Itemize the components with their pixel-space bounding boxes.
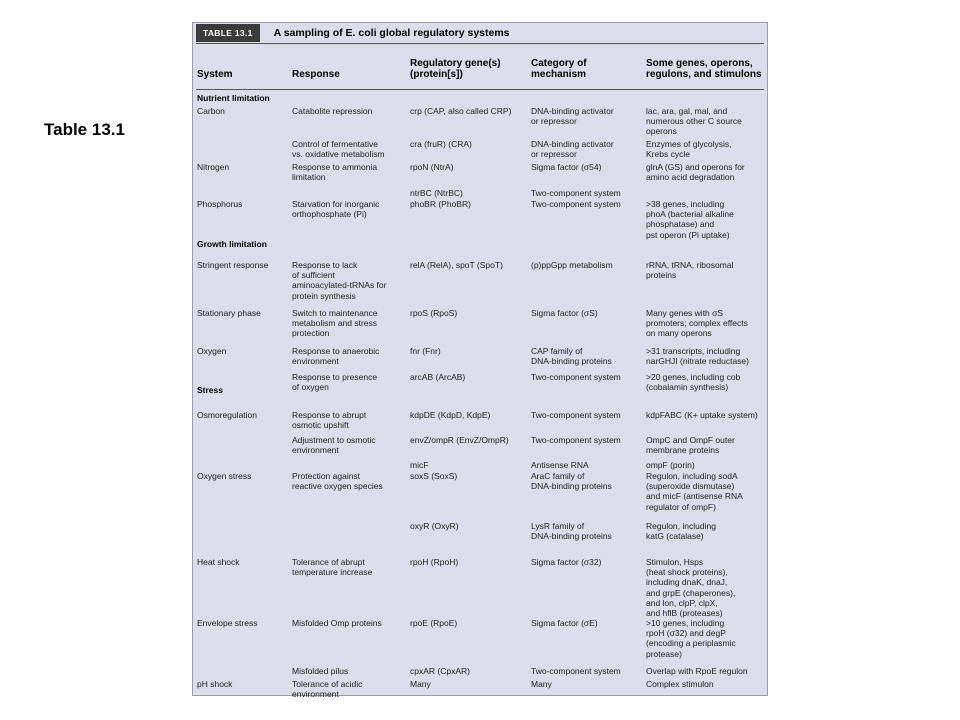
table-cell-gene: micF	[410, 460, 429, 470]
header-response: Response	[292, 69, 340, 80]
table-cell-targets: >10 genes, including rpoH (σ32) and degP (encoding a periplasmic protease)	[646, 618, 736, 659]
table-cell-response: Starvation for inorganic orthophosphate (Pi)	[292, 199, 380, 220]
table-cell-targets: rRNA, tRNA, ribosomal proteins	[646, 260, 734, 281]
table-cell-response: Switch to maintenance metabolism and stress protection	[292, 308, 378, 339]
table-cell-system: pH shock	[197, 679, 233, 689]
table-cell-system: Heat shock	[197, 557, 240, 567]
table-header-row	[193, 44, 767, 89]
table-cell-targets: Overlap with RpoE regulon	[646, 666, 748, 676]
table-cell-targets: glnA (GS) and operons for amino acid degradation	[646, 162, 745, 183]
table-cell-mechanism: Many	[531, 679, 552, 689]
table-cell-mechanism: Two-component system	[531, 666, 621, 676]
table-cell-response: Misfolded pilus	[292, 666, 349, 676]
table-cell-mechanism: LysR family of DNA-binding proteins	[531, 521, 612, 542]
table-panel	[192, 22, 768, 700]
table-cell-targets: lac, ara, gal, mal, and numerous other C source operons	[646, 106, 742, 137]
table-cell-response: Control of fermentative vs. oxidative metabolism	[292, 139, 385, 160]
table-cell-system: Oxygen	[197, 346, 227, 356]
table-cell-targets: Many genes with σS promoters; complex effects on many operons	[646, 308, 748, 339]
table-cell-targets: OmpC and OmpF outer membrane proteins	[646, 435, 735, 456]
table-cell-response: Tolerance of acidic environment	[292, 679, 363, 700]
table-cell-response: Response to abrupt osmotic upshift	[292, 410, 367, 431]
table-cell-response: Response to presence of oxygen	[292, 372, 378, 393]
slide-label: Table 13.1	[44, 120, 125, 139]
table-cell-gene: Many	[410, 679, 431, 689]
table-cell-mechanism: Sigma factor (σ54)	[531, 162, 602, 172]
table-cell-response: Catabolite repression	[292, 106, 373, 116]
table-cell-mechanism: AraC family of DNA-binding proteins	[531, 471, 612, 492]
table-cell-mechanism: Two-component system	[531, 372, 621, 382]
table-cell-gene: crp (CAP, also called CRP)	[410, 106, 512, 116]
divider	[196, 89, 764, 90]
section-label: Growth limitation	[197, 239, 267, 249]
table-cell-gene: rpoN (NtrA)	[410, 162, 454, 172]
header-targets: Some genes, operons, regulons, and stimulons	[646, 58, 762, 80]
table-cell-mechanism: Antisense RNA	[531, 460, 589, 470]
table-cell-gene: rpoH (RpoH)	[410, 557, 459, 567]
section-label: Stress	[197, 385, 223, 395]
table-cell-gene: ntrBC (NtrBC)	[410, 188, 463, 198]
table-cell-gene: cra (fruR) (CRA)	[410, 139, 472, 149]
table-cell-mechanism: (p)ppGpp metabolism	[531, 260, 613, 270]
table-cell-system: Stationary phase	[197, 308, 261, 318]
table-cell-gene: cpxAR (CpxAR)	[410, 666, 470, 676]
table-cell-mechanism: Sigma factor (σ32)	[531, 557, 602, 567]
table-cell-gene: rpoS (RpoS)	[410, 308, 458, 318]
table-cell-gene: oxyR (OxyR)	[410, 521, 459, 531]
table-cell-targets: ompF (porin)	[646, 460, 695, 470]
table-cell-mechanism: Sigma factor (σE)	[531, 618, 598, 628]
header-gene: Regulatory gene(s) (protein[s])	[410, 58, 501, 80]
table-cell-gene: envZ/ompR (EnvZ/OmpR)	[410, 435, 509, 445]
header-system: System	[197, 69, 233, 80]
table-cell-mechanism: Sigma factor (σS)	[531, 308, 598, 318]
table-cell-response: Response to anaerobic environment	[292, 346, 380, 367]
table-cell-response: Response to ammonia limitation	[292, 162, 378, 183]
table-cell-targets: >31 transcripts, including narGHJI (nitrate reductase)	[646, 346, 749, 367]
table-cell-system: Stringent response	[197, 260, 269, 270]
table-cell-mechanism: CAP family of DNA-binding proteins	[531, 346, 612, 367]
table-cell-gene: fnr (Fnr)	[410, 346, 441, 356]
table-cell-gene: arcAB (ArcAB)	[410, 372, 466, 382]
table-cell-gene: rpoE (RpoE)	[410, 618, 458, 628]
table-cell-targets: Stimulon, Hsps (heat shock proteins), including dnaK, dnaJ, and grpE (chaperones), and lon, clpP, clpX, and hflB (proteases)	[646, 557, 736, 619]
table-cell-system: Nitrogen	[197, 162, 230, 172]
table-cell-gene: phoBR (PhoBR)	[410, 199, 471, 209]
table-cell-gene: relA (RelA), spoT (SpoT)	[410, 260, 503, 270]
table-cell-targets: Complex stimulon	[646, 679, 714, 689]
table-cell-response: Adjustment to osmotic environment	[292, 435, 376, 456]
table-cell-targets: >20 genes, including cob (cobalamin synthesis)	[646, 372, 741, 393]
table-title-bar	[193, 23, 767, 43]
table-cell-response: Misfolded Omp proteins	[292, 618, 382, 628]
table-cell-response: Tolerance of abrupt temperature increase	[292, 557, 373, 578]
table-number-tag: TABLE 13.1	[196, 24, 260, 42]
table-cell-gene: soxS (SoxS)	[410, 471, 458, 481]
table-cell-system: Phosphorus	[197, 199, 243, 209]
table-cell-mechanism: DNA-binding activator or repressor	[531, 106, 614, 127]
table-cell-targets: Regulon, including sodA (superoxide dismutase) and micF (antisense RNA regulator of ompF)	[646, 471, 743, 512]
table-cell-mechanism: Two-component system	[531, 199, 621, 209]
table-cell-response: Response to lack of sufficient aminoacylated-tRNAs for protein synthesis	[292, 260, 387, 301]
table-title: A sampling of E. coli global regulatory systems	[273, 27, 510, 39]
table-cell-targets: Regulon, including katG (catalase)	[646, 521, 716, 542]
section-label: Nutrient limitation	[197, 93, 270, 103]
table-cell-mechanism: Two-component system	[531, 435, 621, 445]
table-cell-system: Oxygen stress	[197, 471, 252, 481]
table-cell-targets: Enzymes of glycolysis, Krebs cycle	[646, 139, 732, 160]
table-cell-gene: kdpDE (KdpD, KdpE)	[410, 410, 491, 420]
table-cell-targets: kdpFABC (K+ uptake system)	[646, 410, 758, 420]
table-cell-mechanism: Two-component system	[531, 188, 621, 198]
table-cell-targets: >38 genes, including phoA (bacterial alkaline phosphatase) and pst operon (Pi uptake)	[646, 199, 734, 240]
table-cell-mechanism: Two-component system	[531, 410, 621, 420]
header-mechanism: Category of mechanism	[531, 58, 587, 80]
table-cell-system: Envelope stress	[197, 618, 258, 628]
table-cell-response: Protection against reactive oxygen species	[292, 471, 383, 492]
table-cell-system: Carbon	[197, 106, 225, 116]
table-cell-system: Osmoregulation	[197, 410, 258, 420]
table-cell-mechanism: DNA-binding activator or repressor	[531, 139, 614, 160]
